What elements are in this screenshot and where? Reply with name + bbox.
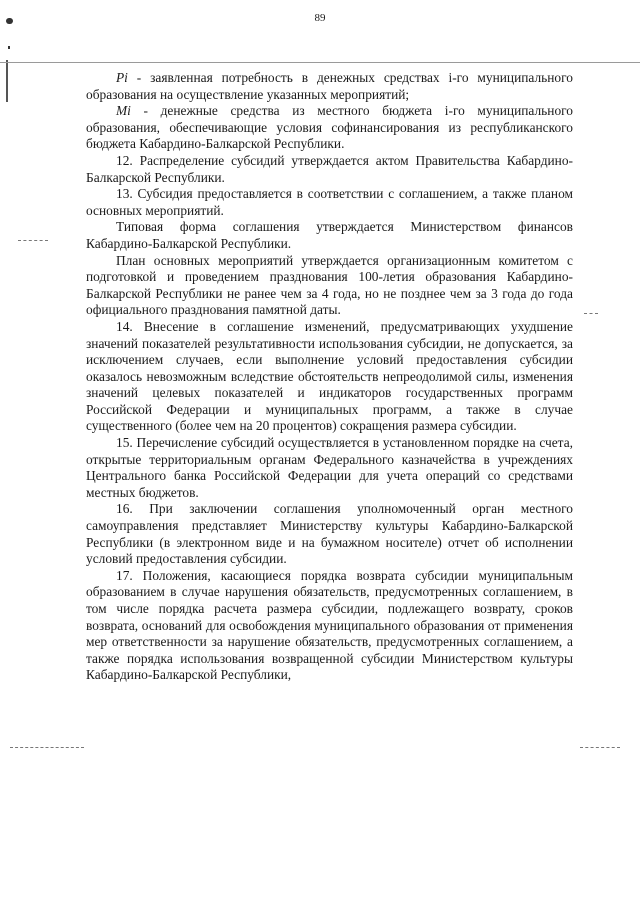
scan-dash-line xyxy=(10,747,84,748)
document-body xyxy=(86,70,573,684)
definition-text: - денежные средства из местного бюджета i-го муниципального образования, обеспечивающие условия софинансирования из республиканского бюджета Кабардино-Балкарской Республики. xyxy=(86,103,573,152)
paragraph-14: 14. Внесение в соглашение изменений, предусматривающих ухудшение значений показателей результативности использования субсидии, не допускается, за исключением случаев, если выполнение условий предоставления субсидии оказалось невозможным вследствие обстоятельств непреодолимой силы, изменения значений целевых показателей и индикаторов государственных программ Российской Федерации и муниципальных программ, а также в случае существенного (более чем на 20 процентов) сокращения размера субсидии. xyxy=(86,318,573,434)
paragraph-12: 12. Распределение субсидий утверждается актом Правительства Кабардино-Балкарской Республики. xyxy=(86,152,573,185)
page-top-rule xyxy=(0,62,640,63)
definition-text: - заявленная потребность в денежных средствах i-го муниципального образования на осуществление указанных мероприятий; xyxy=(86,70,573,102)
definition-mi xyxy=(86,103,573,153)
scan-dash-line xyxy=(18,240,48,241)
variable-symbol: Pi xyxy=(116,70,128,85)
paragraph-standard-form: Типовая форма соглашения утверждается Министерством финансов Кабардино-Балкарской Республики. xyxy=(86,219,573,251)
paragraph-15: 15. Перечисление субсидий осуществляется в установленном порядке на счета, открытые территориальным органам Федерального казначейства в учреждениях Центрального банка Российской Федерации для учета операций со средствами местных бюджетов. xyxy=(86,435,573,500)
paragraph-plan: План основных мероприятий утверждается организационным комитетом с подготовкой и проведением празднования 100-летия образования Кабардино-Балкарской Республики не ранее чем за 4 года, но не позднее чем за 3 года до года официального празднования памятной даты. xyxy=(86,252,573,318)
paragraph-16: 16. При заключении соглашения уполномоченный орган местного самоуправления представляет Министерству культуры Кабардино-Балкарской Республики (в электронном виде и на бумажном носителе) отчет об исполнении условий предоставления субсидии. xyxy=(86,501,573,567)
paragraph-13: 13. Субсидия предоставляется в соответствии с соглашением, а также планом основных мероприятий. xyxy=(86,186,573,218)
scan-dash-line xyxy=(584,313,598,314)
variable-symbol: Mi xyxy=(116,103,131,119)
page-number: 89 xyxy=(314,12,326,24)
scan-dash-line xyxy=(580,747,620,748)
scan-artifact-mark xyxy=(8,46,10,49)
definition-pi xyxy=(86,70,573,103)
paragraph-17: 17. Положения, касающиеся порядка возврата субсидии муниципальным образованием в случае нарушения обязательств, предусмотренных соглашением, в том числе порядка расчета размера субсидии, подлежащего возврату, сроков возврата, оснований для освобождения муниципального образования от применения мер ответственности за нарушение обязательств, предусмотренных соглашением, а также порядка использования возвращенной субсидии Министерством культуры Кабардино-Балкарской Республики, xyxy=(86,567,573,683)
scan-artifact-mark xyxy=(6,60,8,102)
